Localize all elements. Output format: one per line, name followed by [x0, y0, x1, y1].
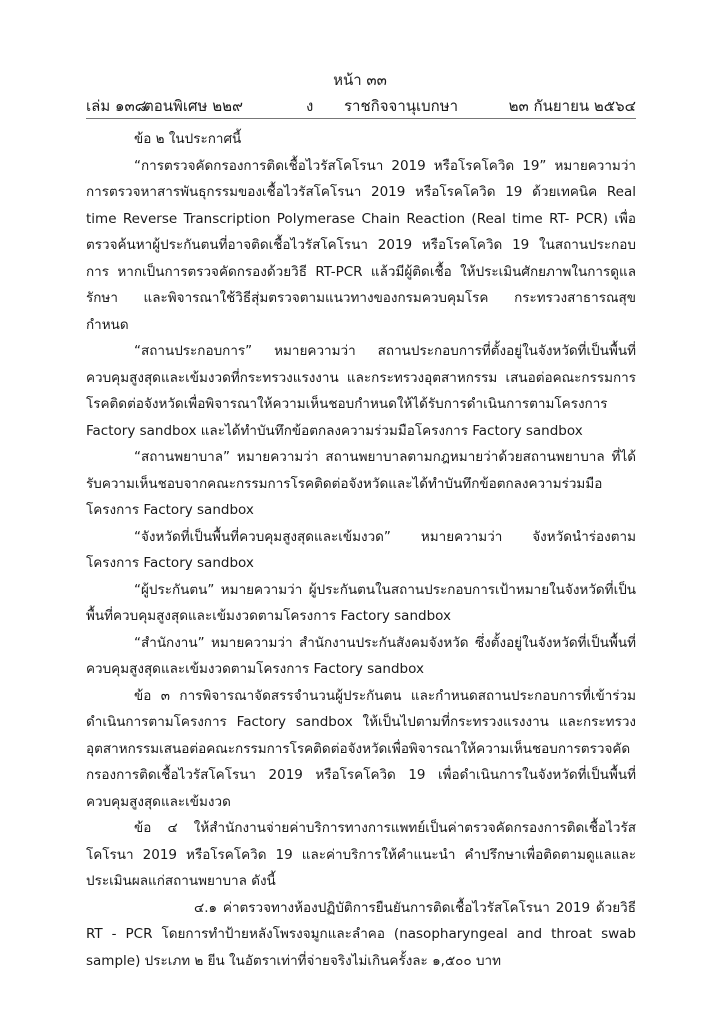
section-letter: ง	[306, 97, 314, 115]
definition-hospital: “สถานพยาบาล” หมายความว่า สถานพยาบาลตามกฎหมายว่าด้วยสถานพยาบาล ที่ได้รับความเห็นชอบจากคณะกรรมการโรคติดต่อจังหวัดและได้ทำบันทึกข้อตกลงความร่วมมือโครงการ Factory sandbox	[86, 449, 636, 518]
header-divider	[86, 118, 636, 119]
clause-3: ข้อ ๓ การพิจารณาจัดสรรจำนวนผู้ประกันตน และกำหนดสถานประกอบการที่เข้าร่วมดำเนินการตามโครงการ Factory sandbox ให้เป็นไปตามที่กระทรวงแรงงาน และกระทรวงอุตสาหกรรมเสนอต่อคณะกรรมการโรคติดต่อจังหวัดเพื่อพิจารณาให้ความเห็นชอบการตรวจคัดกรองการติดเชื้อไวรัสโคโรนา 2019 หรือโรคโควิด 19 เพื่อดำเนินการในจังหวัดที่เป็นพื้นที่ควบคุมสูงสุดและเข้มงวด	[86, 687, 636, 810]
definition-establishment: “สถานประกอบการ” หมายความว่า สถานประกอบการที่ตั้งอยู่ในจังหวัดที่เป็นพื้นที่ควบคุมสูงสุดและเข้มงวดที่กระทรวงแรงงาน และกระทรวงอุตสาหกรรม เสนอต่อคณะกรรมการโรคติดต่อจังหวัดเพื่อพิจารณาให้ความเห็นชอบกำหนดให้ได้รับการดำเนินการตามโครงการ Factory sandbox และได้ทำบันทึกข้อตกลงความร่วมมือโครงการ Factory sandbox	[86, 343, 636, 439]
clause-2-heading: ข้อ ๒ ในประกาศนี้	[134, 131, 242, 147]
page-number: หน้า ๓๓	[333, 71, 387, 89]
definition-covid-screening: “การตรวจคัดกรองการติดเชื้อไวรัสโคโรนา 2019 หรือโรคโควิด 19” หมายความว่า การตรวจหาสารพันธุกรรมของเชื้อไวรัสโคโรนา 2019 หรือโรคโควิด 19 ด้วยเทคนิค Real time Reverse Transcription Polymerase Chain Reaction (Real time RT- PCR) เพื่อตรวจค้นหาผู้ประกันตนที่อาจติดเชื้อไวรัสโคโรนา 2019 หรือโรคโควิด 19 ในสถานประกอบการ หากเป็นการตรวจคัดกรองด้วยวิธี RT-PCR แล้วมีผู้ติดเชื้อ ให้ประเมินศักยภาพในการดูแลรักษา และพิจารณาใช้วิธีสุ่มตรวจตามแนวทางของกรมควบคุมโรค กระทรวงสาธารณสุข กำหนด	[86, 157, 636, 333]
clause-4-1: ๔.๑ ค่าตรวจทางห้องปฏิบัติการยืนยันการติดเชื้อไวรัสโคโรนา 2019 ด้วยวิธี RT - PCR โดยการทำป้ายหลังโพรงจมูกและลำคอ (nasopharyngeal and throat swab sample) ประเภท ๒ ยีน ในอัตราเท่าที่จ่ายจริงไม่เกินครั้งละ ๑,๕๐๐ บาท	[86, 899, 636, 969]
gazette-header	[86, 94, 636, 116]
publication-date: ๒๓ กันยายน ๒๕๖๔	[508, 97, 636, 115]
gazette-title: ราชกิจจานุเบกษา	[344, 97, 459, 115]
definition-office: “สำนักงาน” หมายความว่า สำนักงานประกันสังคมจังหวัด ซึ่งตั้งอยู่ในจังหวัดที่เป็นพื้นที่ควบคุมสูงสุดและเข้มงวดตามโครงการ Factory sandbox	[86, 634, 636, 677]
clause-4: ข้อ ๔ ให้สำนักงานจ่ายค่าบริการทางการแพทย์เป็นค่าตรวจคัดกรองการติดเชื้อไวรัสโคโรนา 2019 หรือโรคโควิด 19 และค่าบริการให้คำแนะนำ คำปรึกษาเพื่อติดตามดูแลและประเมินผลแก่สถานพยาบาล ดังนี้	[86, 820, 636, 889]
volume-number: เล่ม ๑๓๘	[86, 97, 147, 115]
document-body	[86, 126, 636, 974]
definition-controlled-province: “จังหวัดที่เป็นพื้นที่ควบคุมสูงสุดและเข้มงวด” หมายความว่า จังหวัดนำร่องตามโครงการ Factory sandbox	[86, 528, 636, 571]
definition-insured-person: “ผู้ประกันตน” หมายความว่า ผู้ประกันตนในสถานประกอบการเป้าหมายในจังหวัดที่เป็นพื้นที่ควบคุมสูงสุดและเข้มงวดตามโครงการ Factory sandbox	[86, 581, 636, 624]
issue-number: ตอนพิเศษ ๒๒๙	[144, 97, 243, 115]
